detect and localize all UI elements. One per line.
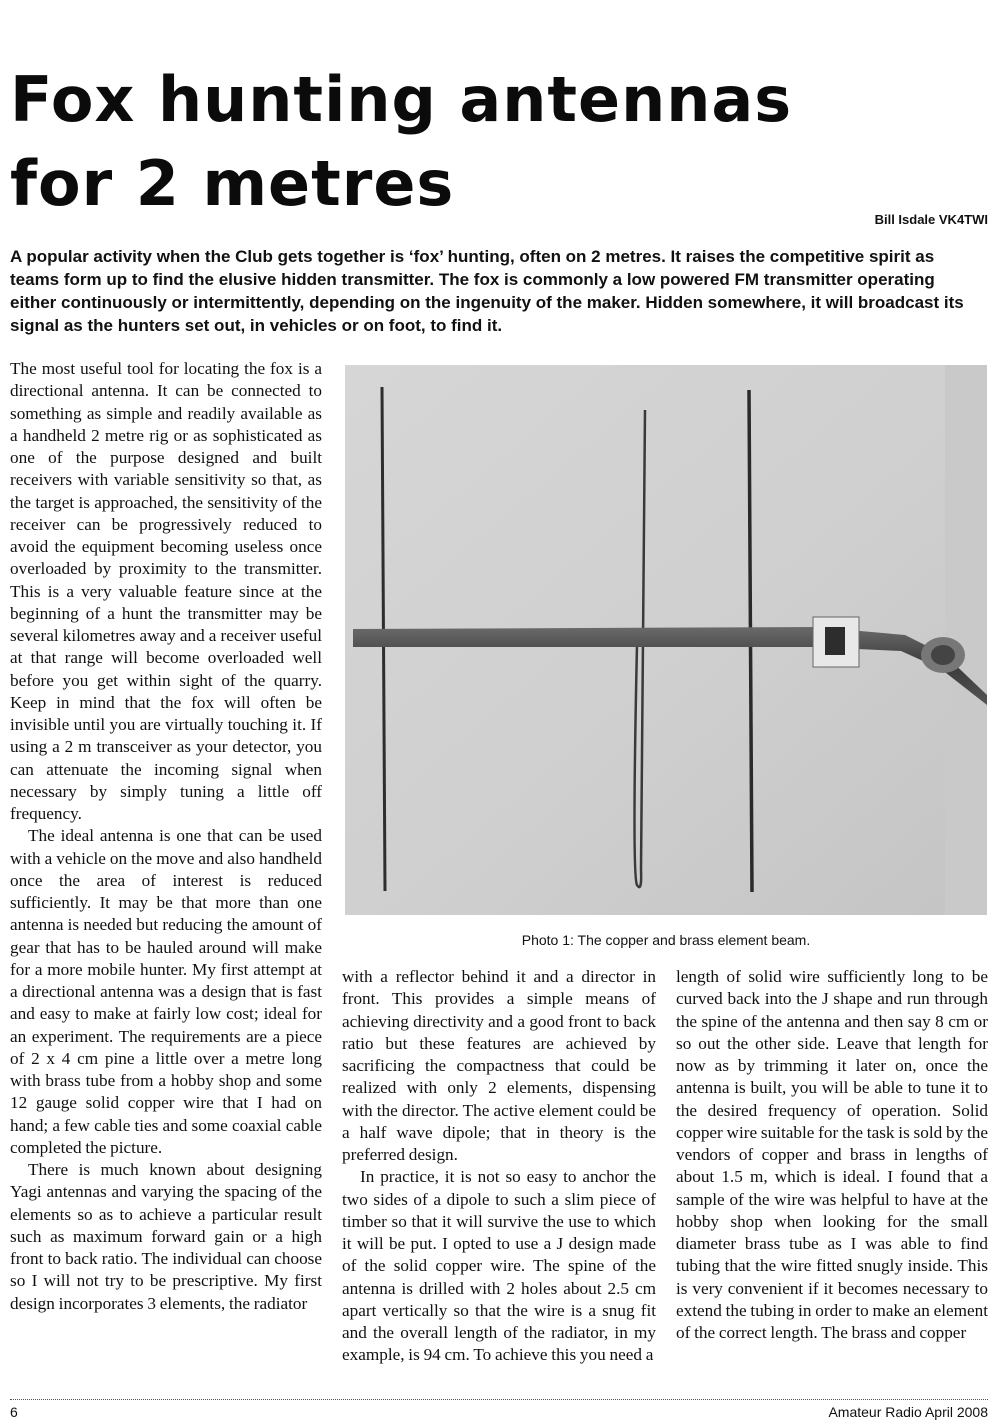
page-number: 6 [10,1404,18,1420]
paragraph: There is much known about designing Yagi antennas and varying the spacing of the elements so as to achieve a particular result such as maximum forward gain or a high front to back ratio. The individual can choose so I will not try to be prescriptive. My first design incorporates 3 elements, the radiator [10,1160,322,1313]
title-line-2: for 2 metres [10,147,455,220]
paragraph: In practice, it is not so easy to anchor the two sides of a dipole to such a slim piece of timber so that it will survive the use to which it will be put. I opted to use a J design made of the solid copper wire. The spine of the antenna is drilled with 2 holes about 2.5 cm apart vertically so that the wire is a snug fit and the overall length of the radiator, in my example, is 94 cm. To achieve this you need a [342,1167,656,1365]
photo-caption: Photo 1: The copper and brass element beam. [521,932,811,948]
paragraph: with a reflector behind it and a director in front. This provides a simple means of achieving directivity and a good front to back ratio but these features are achieved by sacrificing the compactness that could be realized with only 2 elements, dispensing with the director. The active element could be a half wave dipole; that in theory is the preferred design. [342,967,656,1164]
article-intro: A popular activity when the Club gets together is ‘fox’ hunting, often on 2 metres. It raises the competitive spirit as teams form up to find the elusive hidden transmitter. The fox is commonly a low powered FM transmitter operating either continuously or intermittently, depending on the ingenuity of the maker. Hidden somewhere, it will broadcast its signal as the hunters set out, in vehicles or on foot, to find it. [10,247,964,335]
body-column-3 [676,966,988,1344]
paragraph: The ideal antenna is one that can be used with a vehicle on the move and also handheld once the area of interest is reduced sufficiently. It may be that more than one antenna is needed but reducing the amount of gear that has to be hauled around will make for a more mobile hunter. My first attempt at a directional antenna was a design that is fast and easy to make at fairly low cost; ideal for an experiment. The requirements are a piece of 2 x 4 cm pine a little over a metre long with brass tube from a hobby shop and some 12 gauge solid copper wire that I had on hand; a few cable ties and some coaxial cable completed the picture. [10,826,322,1157]
antenna-photo [345,365,987,915]
author-byline: Bill Isdale VK4TWI [874,212,988,227]
body-column-1 [10,358,322,1315]
antenna-photo-image [345,365,987,915]
paragraph: The most useful tool for locating the fox is a directional antenna. It can be connected to something as simple and readily available as a handheld 2 metre rig or as sophisticated as one of the purpose designed and built receivers with variable sensitivity so that, as the target is approached, the sensitivity of the receiver can be progressively reduced to avoid the equipment becoming useless once overloaded by proximity to the transmitter. This is a very valuable feature since at the beginning of a hunt the transmitter may be several kilometres away and a receiver useful at that range will become overloaded well before you get within sight of the quarry. Keep in mind that the fox will often be invisible until you are virtually touching it. If using a 2 m transceiver as your detector, you can attenuate the incoming signal when necessary by simply tuning a little off frequency. [10,359,322,823]
title-line-1: Fox hunting antennas [10,63,793,136]
paragraph: length of solid wire sufficiently long to be curved back into the J shape and run through the spine of the antenna and then say 8 cm or so out the other side. Leave that length for now as by trimming it later on, once the antenna is built, you will be able to tune it to the desired frequency of operation. Solid copper wire suitable for the task is sold by the vendors of copper and brass in lengths of about 1.5 m, which is ideal. I found that a sample of the wire was helpful to have at the hobby shop when looking for the small diameter brass tube as I was able to find tubing that the wire fitted snugly inside. This is very convenient if it becomes necessary to extend the tubing in order to make an element of the correct length. The brass and copper [676,967,988,1342]
magazine-issue: Amateur Radio April 2008 [828,1404,988,1420]
article-title [10,58,990,226]
footer-divider [10,1399,988,1400]
body-column-2 [342,966,656,1367]
